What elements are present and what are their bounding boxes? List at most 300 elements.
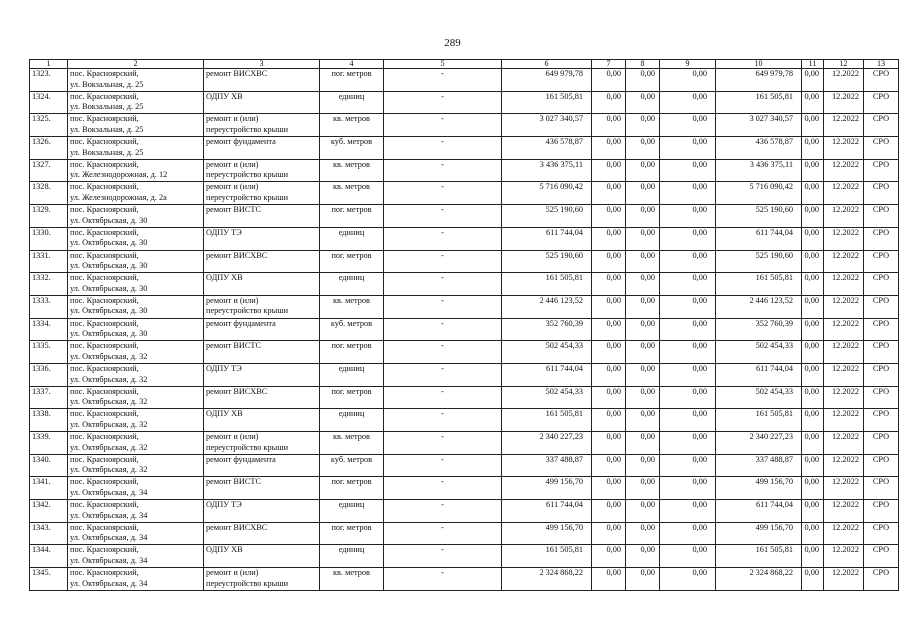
- work-type-cell-text: ремонт ВИСТС: [206, 477, 262, 487]
- work-type-cell: [204, 295, 320, 318]
- address-cell-text: пос. Красноярский,: [70, 409, 139, 419]
- address-cell-text: пос. Красноярский,: [70, 500, 139, 510]
- fund-cell: [802, 522, 824, 545]
- row-number-cell-text: 1340.: [32, 454, 51, 464]
- total-cell: [716, 114, 802, 137]
- fund-cell-text: 0,00: [804, 273, 819, 283]
- fund-cell-text: 0,00: [640, 250, 655, 260]
- quantity-cell: [384, 568, 502, 591]
- work-type-cell-text: переустройство крыши: [206, 124, 289, 134]
- fund-cell-text: 0,00: [804, 341, 819, 351]
- source-cell: [864, 409, 899, 432]
- quantity-cell-text: -: [441, 409, 444, 419]
- fund-cell: [802, 114, 824, 137]
- fund-cell: [592, 227, 626, 250]
- fund-cell-text: 0,00: [640, 568, 655, 578]
- address-cell-text: ул. Октябрьская, д. 34: [70, 510, 148, 520]
- total-cell: [716, 159, 802, 182]
- work-type-cell-text: ремонт ВИСТС: [206, 341, 262, 351]
- fund-cell: [626, 114, 660, 137]
- row-number-cell-text: 1328.: [32, 182, 51, 192]
- quantity-cell: [384, 477, 502, 500]
- cost-cell-text: 499 156,70: [545, 477, 583, 487]
- work-type-cell: [204, 500, 320, 523]
- cost-cell: [502, 137, 592, 160]
- column-header: 12: [824, 60, 864, 69]
- address-cell: [68, 69, 204, 92]
- column-header: 11: [802, 60, 824, 69]
- work-type-cell-text: переустройство крыши: [206, 193, 289, 203]
- fund-cell: [626, 522, 660, 545]
- fund-cell-text: 0,00: [804, 454, 819, 464]
- address-cell-text: пос. Красноярский,: [70, 522, 139, 532]
- address-cell-text: ул. Железнодорожная, д. 2а: [70, 193, 167, 203]
- work-type-cell-text: ремонт фундамента: [206, 454, 276, 464]
- fund-cell-text: 0,00: [804, 409, 819, 419]
- deadline-cell-text: 12.2022: [832, 454, 859, 464]
- row-number-cell-text: 1335.: [32, 341, 51, 351]
- total-cell-text: 352 760,39: [755, 318, 793, 328]
- work-type-cell: [204, 114, 320, 137]
- work-type-cell: [204, 545, 320, 568]
- row-number-cell: [30, 568, 68, 591]
- address-cell-text: ул. Октябрьская, д. 32: [70, 351, 148, 361]
- deadline-cell: [824, 69, 864, 92]
- fund-cell-text: 0,00: [606, 568, 621, 578]
- fund-cell-text: 0,00: [692, 568, 707, 578]
- quantity-cell: [384, 500, 502, 523]
- total-cell-text: 161 505,81: [755, 409, 793, 419]
- work-type-cell: [204, 159, 320, 182]
- unit-cell: [320, 205, 384, 228]
- source-cell: [864, 454, 899, 477]
- deadline-cell: [824, 568, 864, 591]
- fund-cell: [802, 159, 824, 182]
- cost-cell-text: 436 578,87: [545, 137, 583, 147]
- quantity-cell: [384, 363, 502, 386]
- source-cell: [864, 522, 899, 545]
- quantity-cell-text: -: [441, 250, 444, 260]
- total-cell-text: 161 505,81: [755, 545, 793, 555]
- address-cell-text: ул. Октябрьская, д. 30: [70, 261, 148, 271]
- work-type-cell: [204, 137, 320, 160]
- table-row: [30, 341, 899, 364]
- row-number-cell-text: 1327.: [32, 159, 51, 169]
- fund-cell-text: 0,00: [692, 114, 707, 124]
- source-cell-text: СРО: [872, 227, 890, 237]
- quantity-cell: [384, 91, 502, 114]
- fund-cell-text: 0,00: [640, 318, 655, 328]
- total-cell-text: 337 488,87: [755, 454, 793, 464]
- deadline-cell: [824, 273, 864, 296]
- fund-cell-text: 0,00: [606, 341, 621, 351]
- work-type-cell: [204, 182, 320, 205]
- fund-cell: [660, 568, 716, 591]
- work-type-cell: [204, 386, 320, 409]
- total-cell: [716, 91, 802, 114]
- unit-cell-text: куб. метров: [330, 318, 373, 328]
- total-cell: [716, 295, 802, 318]
- source-cell: [864, 318, 899, 341]
- cost-cell: [502, 273, 592, 296]
- row-number-cell: [30, 250, 68, 273]
- table-row: [30, 432, 899, 455]
- source-cell: [864, 386, 899, 409]
- address-cell-text: пос. Красноярский,: [70, 91, 139, 101]
- work-type-cell-text: переустройство крыши: [206, 306, 289, 316]
- fund-cell: [592, 454, 626, 477]
- fund-cell-text: 0,00: [804, 159, 819, 169]
- work-type-cell: [204, 69, 320, 92]
- fund-cell: [626, 454, 660, 477]
- total-cell: [716, 409, 802, 432]
- fund-cell-text: 0,00: [640, 69, 655, 78]
- work-type-cell: [204, 568, 320, 591]
- quantity-cell-text: -: [441, 432, 444, 441]
- table-row: [30, 91, 899, 114]
- quantity-cell: [384, 318, 502, 341]
- address-cell: [68, 159, 204, 182]
- address-cell-text: ул. Октябрьская, д. 30: [70, 215, 148, 225]
- source-cell-text: СРО: [872, 477, 890, 487]
- fund-cell-text: 0,00: [692, 205, 707, 215]
- row-number-cell: [30, 522, 68, 545]
- fund-cell-text: 0,00: [640, 363, 655, 373]
- quantity-cell: [384, 386, 502, 409]
- fund-cell-text: 0,00: [692, 363, 707, 373]
- fund-cell: [660, 545, 716, 568]
- work-type-cell-text: ремонт ВИСХВС: [206, 522, 268, 532]
- fund-cell: [592, 69, 626, 92]
- row-number-cell: [30, 477, 68, 500]
- deadline-cell-text: 12.2022: [832, 295, 859, 305]
- fund-cell-text: 0,00: [804, 318, 819, 328]
- total-cell: [716, 522, 802, 545]
- fund-cell: [802, 227, 824, 250]
- cost-cell: [502, 250, 592, 273]
- quantity-cell: [384, 341, 502, 364]
- fund-cell-text: 0,00: [692, 500, 707, 510]
- fund-cell: [626, 386, 660, 409]
- fund-cell-text: 0,00: [692, 432, 707, 441]
- total-cell: [716, 250, 802, 273]
- fund-cell: [802, 409, 824, 432]
- address-cell: [68, 273, 204, 296]
- fund-cell-text: 0,00: [606, 69, 621, 78]
- fund-cell-text: 0,00: [606, 500, 621, 510]
- source-cell-text: СРО: [872, 522, 890, 532]
- cost-cell-text: 161 505,81: [545, 91, 583, 101]
- unit-cell-text: пог. метров: [331, 205, 372, 215]
- address-cell-text: пос. Красноярский,: [70, 137, 139, 147]
- total-cell: [716, 568, 802, 591]
- fund-cell-text: 0,00: [640, 182, 655, 192]
- fund-cell-text: 0,00: [804, 568, 819, 578]
- fund-cell-text: 0,00: [606, 137, 621, 147]
- fund-cell: [802, 295, 824, 318]
- total-cell-text: 5 716 090,42: [749, 182, 793, 192]
- cost-cell-text: 502 454,33: [545, 341, 583, 351]
- deadline-cell-text: 12.2022: [832, 159, 859, 169]
- cost-cell: [502, 568, 592, 591]
- fund-cell-text: 0,00: [640, 409, 655, 419]
- unit-cell: [320, 250, 384, 273]
- deadline-cell-text: 12.2022: [832, 182, 859, 192]
- fund-cell: [626, 91, 660, 114]
- deadline-cell: [824, 114, 864, 137]
- column-header: 4: [320, 60, 384, 69]
- cost-cell-text: 161 505,81: [545, 273, 583, 283]
- quantity-cell-text: -: [441, 137, 444, 147]
- address-cell-text: пос. Красноярский,: [70, 545, 139, 555]
- deadline-cell-text: 12.2022: [832, 386, 859, 396]
- fund-cell: [660, 386, 716, 409]
- unit-cell-text: единиц: [338, 545, 365, 555]
- source-cell-text: СРО: [872, 409, 890, 419]
- table-row: [30, 522, 899, 545]
- work-type-cell: [204, 432, 320, 455]
- address-cell: [68, 341, 204, 364]
- fund-cell-text: 0,00: [804, 500, 819, 510]
- address-cell: [68, 500, 204, 523]
- fund-cell: [626, 432, 660, 455]
- address-cell: [68, 477, 204, 500]
- fund-cell-text: 0,00: [606, 250, 621, 260]
- fund-cell-text: 0,00: [640, 91, 655, 101]
- row-number-cell: [30, 205, 68, 228]
- quantity-cell-text: -: [441, 568, 444, 578]
- table-row: [30, 69, 899, 92]
- cost-cell-text: 525 190,60: [545, 205, 583, 215]
- work-type-cell: [204, 341, 320, 364]
- table-row: [30, 295, 899, 318]
- total-cell: [716, 182, 802, 205]
- total-cell: [716, 273, 802, 296]
- fund-cell: [626, 545, 660, 568]
- deadline-cell-text: 12.2022: [832, 363, 859, 373]
- unit-cell-text: куб. метров: [330, 137, 373, 147]
- fund-cell: [626, 341, 660, 364]
- source-cell-text: СРО: [872, 182, 890, 192]
- fund-cell-text: 0,00: [606, 363, 621, 373]
- row-number-cell: [30, 159, 68, 182]
- quantity-cell-text: -: [441, 159, 444, 169]
- fund-cell-text: 0,00: [692, 454, 707, 464]
- source-cell: [864, 205, 899, 228]
- source-cell-text: СРО: [872, 137, 890, 147]
- cost-cell: [502, 500, 592, 523]
- fund-cell-text: 0,00: [606, 477, 621, 487]
- work-type-cell: [204, 409, 320, 432]
- row-number-cell: [30, 137, 68, 160]
- fund-cell: [802, 477, 824, 500]
- fund-cell: [660, 409, 716, 432]
- unit-cell: [320, 341, 384, 364]
- source-cell-text: СРО: [872, 318, 890, 328]
- fund-cell: [660, 273, 716, 296]
- table-row: [30, 250, 899, 273]
- address-cell: [68, 205, 204, 228]
- source-cell: [864, 273, 899, 296]
- work-type-cell: [204, 477, 320, 500]
- fund-cell-text: 0,00: [804, 137, 819, 147]
- fund-cell-text: 0,00: [606, 295, 621, 305]
- cost-cell-text: 502 454,33: [545, 386, 583, 396]
- unit-cell-text: кв. метров: [333, 159, 370, 169]
- unit-cell-text: единиц: [338, 409, 365, 419]
- fund-cell-text: 0,00: [640, 477, 655, 487]
- fund-cell: [592, 318, 626, 341]
- quantity-cell-text: -: [441, 227, 444, 237]
- quantity-cell-text: -: [441, 341, 444, 351]
- work-type-cell-text: ремонт фундамента: [206, 137, 276, 147]
- unit-cell-text: пог. метров: [331, 341, 372, 351]
- total-cell-text: 161 505,81: [755, 91, 793, 101]
- unit-cell: [320, 159, 384, 182]
- address-cell-text: ул. Железнодорожная, д. 12: [70, 170, 168, 180]
- cost-cell: [502, 545, 592, 568]
- table-row: [30, 500, 899, 523]
- total-cell: [716, 432, 802, 455]
- fund-cell: [592, 363, 626, 386]
- row-number-cell: [30, 114, 68, 137]
- address-cell: [68, 386, 204, 409]
- total-cell-text: 649 979,78: [755, 69, 793, 78]
- fund-cell: [802, 273, 824, 296]
- fund-cell: [660, 341, 716, 364]
- fund-cell: [592, 91, 626, 114]
- source-cell-text: СРО: [872, 295, 890, 305]
- address-cell-text: ул. Вокзальная, д. 25: [70, 102, 144, 112]
- address-cell: [68, 250, 204, 273]
- total-cell-text: 2 446 123,52: [749, 295, 793, 305]
- address-cell-text: ул. Октябрьская, д. 32: [70, 419, 148, 429]
- column-header: 6: [502, 60, 592, 69]
- work-type-cell-text: ремонт ВИСХВС: [206, 69, 268, 78]
- cost-cell-text: 611 744,04: [545, 227, 583, 237]
- fund-cell: [592, 477, 626, 500]
- cost-cell-text: 611 744,04: [545, 363, 583, 373]
- unit-cell: [320, 386, 384, 409]
- total-cell-text: 611 744,04: [755, 500, 793, 510]
- quantity-cell-text: -: [441, 273, 444, 283]
- fund-cell: [592, 432, 626, 455]
- table-row: [30, 182, 899, 205]
- fund-cell-text: 0,00: [606, 386, 621, 396]
- fund-cell: [802, 500, 824, 523]
- work-type-cell-text: ремонт ВИСХВС: [206, 250, 268, 260]
- total-cell: [716, 137, 802, 160]
- fund-cell: [802, 69, 824, 92]
- address-cell: [68, 114, 204, 137]
- source-cell: [864, 159, 899, 182]
- work-type-cell: [204, 227, 320, 250]
- work-type-cell-text: ремонт и (или): [206, 432, 259, 441]
- fund-cell: [802, 182, 824, 205]
- address-cell-text: пос. Красноярский,: [70, 114, 139, 124]
- fund-cell: [626, 273, 660, 296]
- quantity-cell: [384, 69, 502, 92]
- work-type-cell-text: переустройство крыши: [206, 442, 289, 452]
- row-number-cell: [30, 91, 68, 114]
- fund-cell: [660, 432, 716, 455]
- column-header: 3: [204, 60, 320, 69]
- address-cell-text: ул. Октябрьская, д. 32: [70, 374, 148, 384]
- deadline-cell: [824, 91, 864, 114]
- row-number-cell-text: 1323.: [32, 69, 51, 78]
- fund-cell-text: 0,00: [692, 522, 707, 532]
- address-cell-text: пос. Красноярский,: [70, 273, 139, 283]
- address-cell: [68, 137, 204, 160]
- table-row: [30, 159, 899, 182]
- total-cell-text: 3 436 375,11: [749, 159, 793, 169]
- unit-cell: [320, 568, 384, 591]
- work-type-cell: [204, 363, 320, 386]
- quantity-cell: [384, 137, 502, 160]
- fund-cell: [802, 91, 824, 114]
- address-cell-text: пос. Красноярский,: [70, 182, 139, 192]
- fund-cell: [802, 545, 824, 568]
- fund-cell: [660, 114, 716, 137]
- address-cell: [68, 522, 204, 545]
- deadline-cell: [824, 386, 864, 409]
- fund-cell-text: 0,00: [640, 522, 655, 532]
- fund-cell: [592, 182, 626, 205]
- fund-cell-text: 0,00: [640, 227, 655, 237]
- address-cell: [68, 227, 204, 250]
- row-number-cell: [30, 386, 68, 409]
- work-type-cell: [204, 273, 320, 296]
- fund-cell-text: 0,00: [804, 522, 819, 532]
- fund-cell-text: 0,00: [640, 114, 655, 124]
- cost-cell-text: 5 716 090,42: [539, 182, 583, 192]
- address-cell: [68, 182, 204, 205]
- deadline-cell-text: 12.2022: [832, 568, 859, 578]
- source-cell: [864, 545, 899, 568]
- register-table: [29, 59, 899, 591]
- table-row: [30, 477, 899, 500]
- cost-cell: [502, 295, 592, 318]
- row-number-cell-text: 1324.: [32, 91, 51, 101]
- deadline-cell: [824, 137, 864, 160]
- fund-cell-text: 0,00: [692, 341, 707, 351]
- cost-cell: [502, 182, 592, 205]
- deadline-cell-text: 12.2022: [832, 114, 859, 124]
- column-header: 13: [864, 60, 899, 69]
- fund-cell-text: 0,00: [606, 545, 621, 555]
- fund-cell: [626, 159, 660, 182]
- address-cell-text: пос. Красноярский,: [70, 227, 139, 237]
- source-cell: [864, 69, 899, 92]
- fund-cell-text: 0,00: [804, 205, 819, 215]
- address-cell-text: ул. Октябрьская, д. 32: [70, 465, 148, 475]
- fund-cell-text: 0,00: [804, 386, 819, 396]
- quantity-cell-text: -: [441, 522, 444, 532]
- address-cell: [68, 295, 204, 318]
- unit-cell-text: единиц: [338, 227, 365, 237]
- cost-cell: [502, 91, 592, 114]
- row-number-cell-text: 1333.: [32, 295, 51, 305]
- unit-cell-text: пог. метров: [331, 386, 372, 396]
- deadline-cell: [824, 227, 864, 250]
- fund-cell: [592, 409, 626, 432]
- address-cell-text: пос. Красноярский,: [70, 363, 139, 373]
- deadline-cell-text: 12.2022: [832, 318, 859, 328]
- column-header: 2: [68, 60, 204, 69]
- fund-cell: [802, 454, 824, 477]
- cost-cell: [502, 114, 592, 137]
- total-cell-text: 2 324 868,22: [749, 568, 793, 578]
